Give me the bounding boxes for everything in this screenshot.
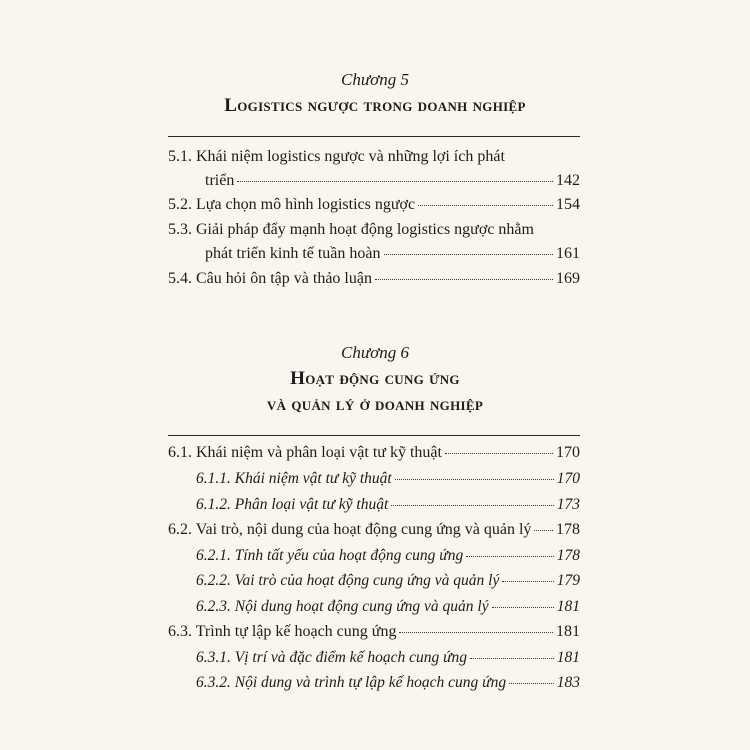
leader-dots [391, 505, 553, 506]
leader-dots [466, 556, 554, 557]
leader-dots [384, 254, 553, 255]
toc-entry-title: 6.1. Khái niệm và phân loại vật tư kỹ thuật [168, 444, 442, 461]
toc-entry-6-2[interactable] [168, 521, 580, 539]
toc-page-number: 178 [556, 521, 580, 538]
toc-page-number: 169 [556, 270, 580, 287]
leader-dots [375, 279, 553, 280]
toc-entry-title: 6.2. Vai trò, nội dung của hoạt động cung ứng và quản lý [168, 521, 532, 538]
toc-page-number: 173 [556, 496, 580, 513]
toc-entry-title: 6.3. Trình tự lập kế hoạch cung ứng [168, 623, 397, 640]
chapter-5-title: Logistics ngược trong doanh nghiệp [224, 95, 526, 116]
toc-page-number: 161 [556, 245, 580, 262]
toc-page-number: 142 [556, 172, 580, 189]
toc-page-number: 170 [556, 444, 580, 461]
leader-dots [445, 453, 553, 454]
toc-entry-title: 6.2.2. Vai trò của hoạt động cung ứng và quản lý [196, 572, 500, 589]
toc-entry-title: phát triển kinh tế tuần hoàn [205, 245, 381, 262]
toc-entry-6-2-3[interactable] [196, 598, 580, 616]
toc-entry-5-1[interactable] [205, 172, 580, 190]
chapter-6-divider [168, 435, 580, 436]
toc-entry-title: 6.1.1. Khái niệm vật tư kỹ thuật [196, 470, 392, 487]
toc-entry-6-3-1[interactable] [196, 649, 580, 667]
leader-dots [395, 479, 554, 480]
leader-dots [492, 607, 554, 608]
toc-page-number: 183 [556, 674, 580, 691]
toc-entry-5-3-line1[interactable]: 5.3. Giải pháp đẩy mạnh hoạt động logistics ngược nhằm [168, 221, 534, 238]
toc-entry-6-2-1[interactable] [196, 547, 580, 565]
toc-entry-title: 6.1.2. Phân loại vật tư kỹ thuật [196, 496, 389, 513]
toc-entry-6-3[interactable] [168, 623, 580, 641]
leader-dots [502, 581, 553, 582]
toc-entry-5-2[interactable] [168, 196, 580, 214]
toc-entry-title: 6.2.3. Nội dung hoạt động cung ứng và quản lý [196, 598, 489, 615]
toc-page-number: 170 [556, 470, 580, 487]
toc-entry-title: 6.3.2. Nội dung và trình tự lập kế hoạch cung ứng [196, 674, 507, 691]
chapter-6-label: Chương 6 [341, 343, 409, 362]
toc-page-number: 178 [556, 547, 580, 564]
toc-entry-6-2-2[interactable] [196, 572, 580, 590]
toc-page-number: 179 [556, 572, 580, 589]
toc-page-number: 154 [556, 196, 580, 213]
leader-dots [509, 683, 554, 684]
chapter-6-title-line1: Hoạt động cung ứng [290, 368, 460, 389]
toc-entry-title: 5.2. Lựa chọn mô hình logistics ngược [168, 196, 416, 213]
toc-entry-6-3-2[interactable] [196, 674, 580, 692]
toc-entry-title: 6.2.1. Tính tất yếu của hoạt động cung ứng [196, 547, 464, 564]
toc-entry-title: triển [205, 172, 235, 189]
chapter-5-label: Chương 5 [341, 70, 409, 89]
leader-dots [470, 658, 554, 659]
leader-dots [534, 530, 553, 531]
leader-dots [399, 632, 553, 633]
toc-entry-5-3[interactable] [205, 245, 580, 263]
toc-page-number: 181 [556, 623, 580, 640]
toc-page-number: 181 [556, 598, 580, 615]
chapter-5-divider [168, 136, 580, 137]
leader-dots [237, 181, 553, 182]
chapter-6-title-line2: và quản lý ở doanh nghiệp [266, 394, 484, 415]
toc-entry-5-4[interactable] [168, 270, 580, 288]
toc-entry-title: 6.3.1. Vị trí và đặc điểm kế hoạch cung ứng [196, 649, 468, 666]
toc-entry-6-1[interactable] [168, 444, 580, 462]
toc-entry-title: 5.4. Câu hỏi ôn tập và thảo luận [168, 270, 372, 287]
toc-entry-6-1-1[interactable] [196, 470, 580, 488]
toc-entry-5-1-line1[interactable]: 5.1. Khái niệm logistics ngược và những lợi ích phát [168, 148, 505, 165]
toc-entry-6-1-2[interactable] [196, 496, 580, 514]
toc-page-number: 181 [556, 649, 580, 666]
leader-dots [418, 205, 553, 206]
